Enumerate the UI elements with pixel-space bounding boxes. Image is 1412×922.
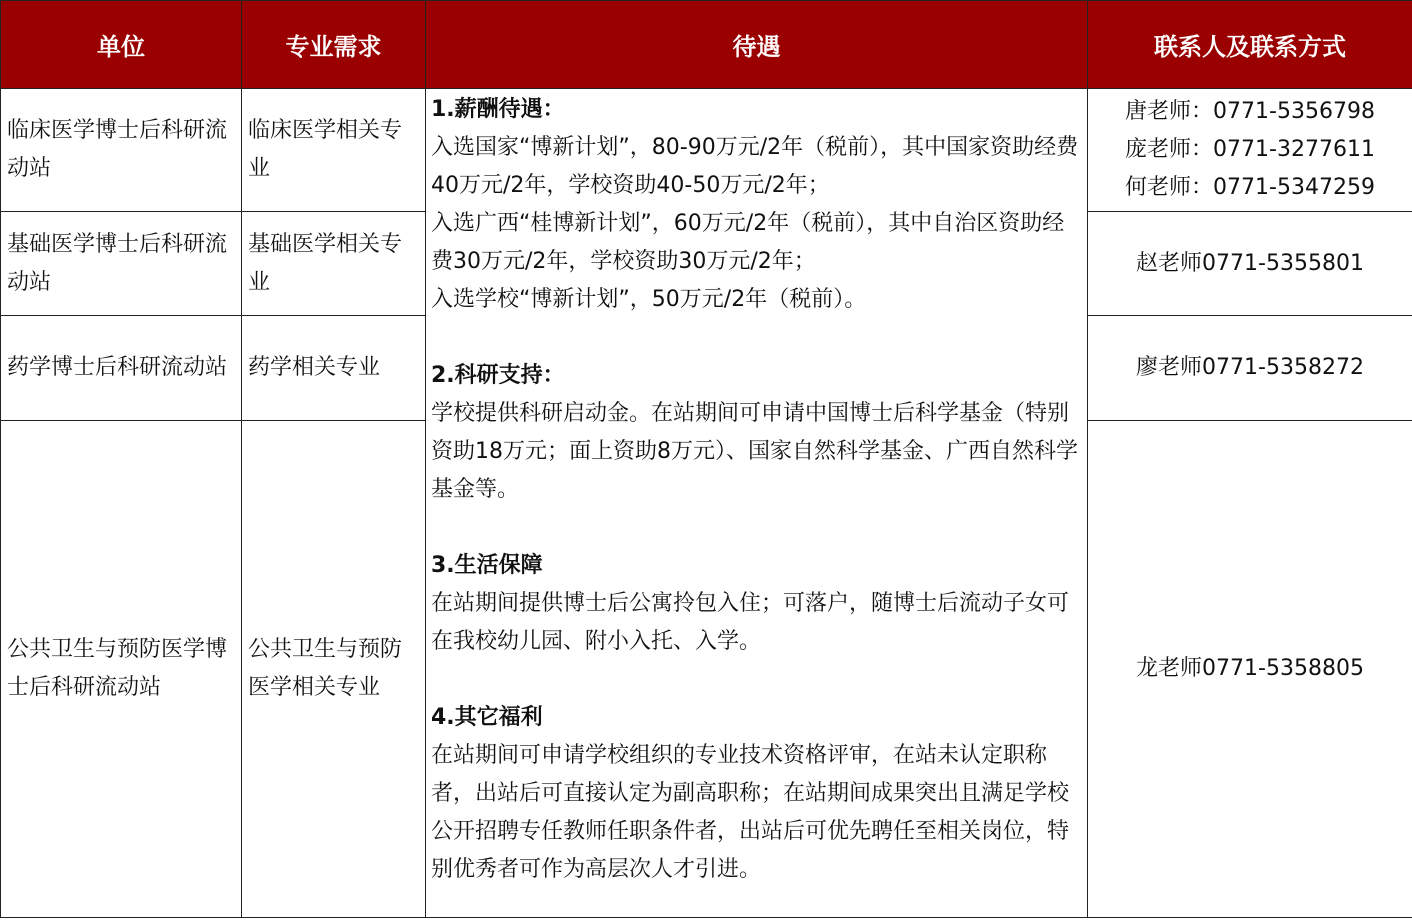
benefits-cell	[426, 89, 1088, 918]
table-row	[1, 89, 1412, 212]
contact-cell: 龙老师0771-5358805	[1088, 421, 1412, 918]
unit-cell: 药学博士后科研流动站	[1, 316, 242, 421]
contact-line: 庞老师：0771-3277611	[1125, 137, 1375, 162]
unit-cell: 公共卫生与预防医学博士后科研流动站	[1, 421, 242, 918]
header-benefits: 待遇	[426, 1, 1088, 89]
major-cell: 公共卫生与预防医学相关专业	[242, 421, 426, 918]
salary-line: 入选国家“博新计划”，80-90万元/2年（税前），其中国家资助经费40万元/2年，学校资助40-50万元/2年；	[431, 135, 1079, 198]
unit-cell: 临床医学博士后科研流动站	[1, 89, 242, 212]
contact-line: 何老师：0771-5347259	[1125, 175, 1375, 200]
salary-line: 入选广西“桂博新计划”，60万元/2年（税前），其中自治区资助经费30万元/2年，学校资助30万元/2年；	[431, 211, 1065, 274]
header-row	[1, 1, 1412, 89]
salary-line: 入选学校“博新计划”，50万元/2年（税前）。	[431, 287, 867, 312]
header-contact: 联系人及联系方式	[1088, 1, 1412, 89]
contact-cell: 廖老师0771-5358272	[1088, 316, 1412, 421]
major-cell: 临床医学相关专业	[242, 89, 426, 212]
contact-cell	[1088, 89, 1412, 212]
unit-cell: 基础医学博士后科研流动站	[1, 212, 242, 316]
major-cell: 药学相关专业	[242, 316, 426, 421]
contact-cell: 赵老师0771-5355801	[1088, 212, 1412, 316]
other-text: 在站期间可申请学校组织的专业技术资格评审，在站未认定职称者，出站后可直接认定为副高职称；在站期间成果突出且满足学校公开招聘专任教师任职条件者，出站后可优先聘任至相关岗位，特别优秀者可作为高层次人才引进。	[431, 743, 1070, 882]
research-text: 学校提供科研启动金。在站期间可申请中国博士后科学基金（特别资助18万元；面上资助8万元）、国家自然科学基金、广西自然科学基金等。	[431, 401, 1078, 502]
other-title: 4.其它福利	[431, 705, 543, 730]
header-unit: 单位	[1, 1, 242, 89]
header-major: 专业需求	[242, 1, 426, 89]
life-text: 在站期间提供博士后公寓拎包入住；可落户，随博士后流动子女可在我校幼儿园、附小入托、入学。	[431, 591, 1070, 654]
contact-line: 唐老师：0771-5356798	[1125, 99, 1375, 124]
life-title: 3.生活保障	[431, 553, 543, 578]
salary-title: 1.薪酬待遇：	[431, 97, 565, 122]
research-title: 2.科研支持：	[431, 363, 565, 388]
major-cell: 基础医学相关专业	[242, 212, 426, 316]
